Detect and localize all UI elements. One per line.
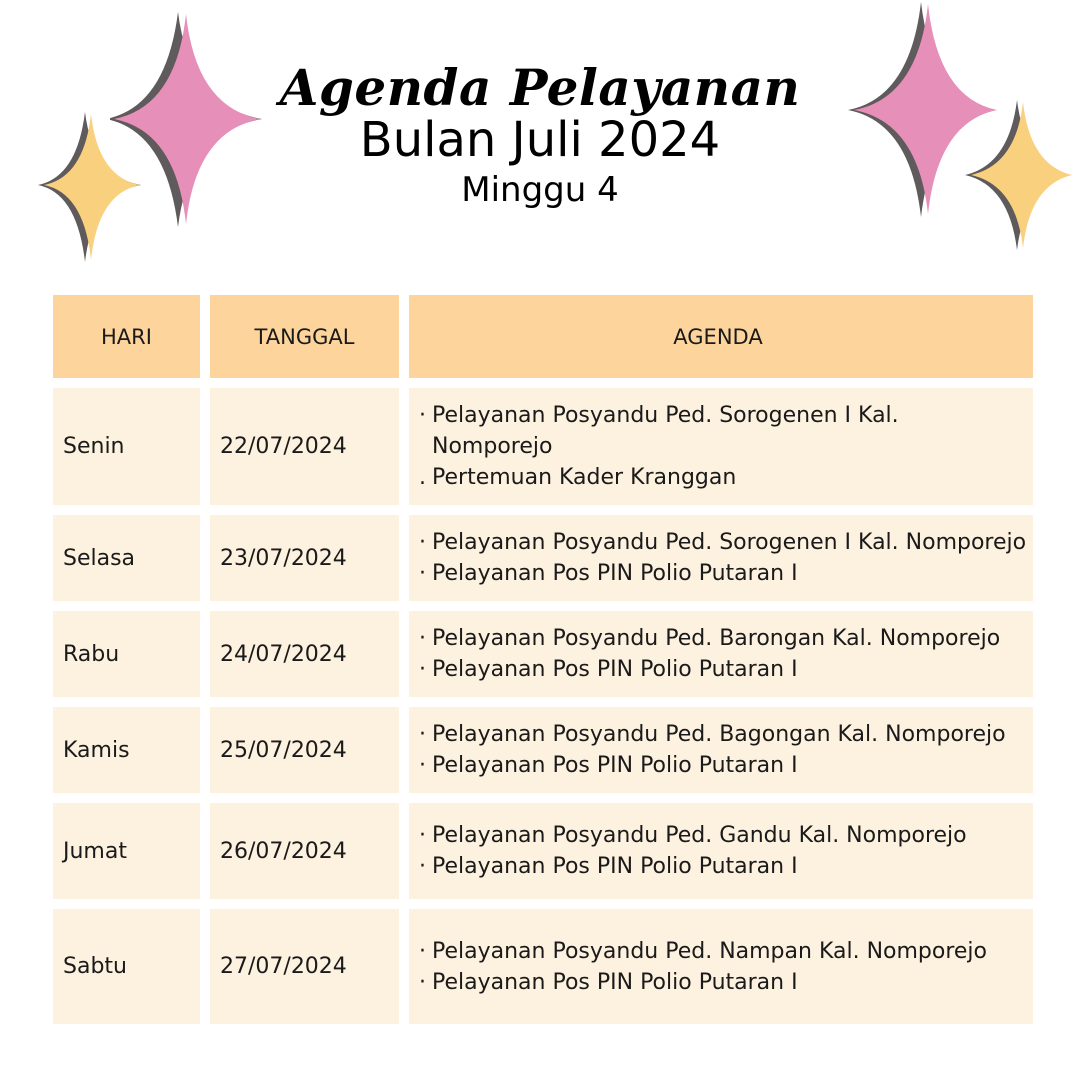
agenda-item-text: Pertemuan Kader Kranggan [432,465,737,490]
agenda-cell [409,909,1033,1024]
agenda-cell [409,515,1033,601]
date-cell: 26/07/2024 [210,803,399,899]
agenda-item-text: Pelayanan Posyandu Ped. Bagongan Kal. Nomporejo [432,722,1006,747]
agenda-item [419,719,1006,750]
day-cell: Selasa [53,515,200,601]
agenda-item-text: Pelayanan Posyandu Ped. Nampan Kal. Nomporejo [432,938,988,964]
agenda-item [419,527,1026,558]
agenda-cell [409,707,1033,793]
table-row [53,803,1033,899]
bullet: · [419,938,426,964]
column-header-tanggal: TANGGAL [210,295,399,378]
bullet: · [419,657,426,682]
agenda-item [419,967,798,998]
agenda-table [53,295,1033,1024]
date-cell: 25/07/2024 [210,707,399,793]
bullet: · [419,854,426,879]
agenda-item [419,851,798,882]
agenda-cell [409,611,1033,697]
day-cell: Jumat [53,803,200,899]
column-header-agenda: AGENDA [409,295,1033,378]
bullet: · [419,530,426,555]
agenda-item-text: Pelayanan Pos PIN Polio Putaran I [432,753,798,778]
agenda-item [419,558,798,589]
page-title: Agenda Pelayanan [279,58,801,117]
agenda-item-text: Pelayanan Pos PIN Polio Putaran I [432,854,798,879]
day-cell: Sabtu [53,909,200,1024]
agenda-item-text: Pelayanan Posyandu Ped. Gandu Kal. Nomporejo [432,823,967,848]
date-cell: 24/07/2024 [210,611,399,697]
bullet: · [419,753,426,778]
agenda-item [419,400,919,462]
bullet: · [419,823,426,848]
column-header-hari: HARI [53,295,200,378]
page-subtitle: Bulan Juli 2024 [359,112,721,168]
agenda-item [419,623,1000,654]
bullet: . [419,465,426,490]
bullet: · [419,969,426,995]
agenda-item [419,936,987,967]
agenda-cell [409,803,1033,899]
agenda-item-text: Pelayanan Posyandu Ped. Barongan Kal. Nomporejo [432,626,1001,651]
bullet: · [419,403,426,428]
agenda-item [419,654,798,685]
date-cell: 22/07/2024 [210,388,399,505]
table-row [53,611,1033,697]
table-row [53,909,1033,1024]
date-cell: 23/07/2024 [210,515,399,601]
table-row [53,388,1033,505]
agenda-cell [409,388,1033,505]
table-row [53,515,1033,601]
agenda-item [419,750,798,781]
agenda-item [419,462,736,493]
date-cell: 27/07/2024 [210,909,399,1024]
week-label: Minggu 4 [461,170,619,210]
agenda-item-text: Pelayanan Pos PIN Polio Putaran I [432,969,798,995]
bullet: · [419,626,426,651]
agenda-item-text: Pelayanan Posyandu Ped. Sorogenen I Kal. Nomporejo [432,530,1027,555]
day-cell: Rabu [53,611,200,697]
agenda-item-text: Pelayanan Pos PIN Polio Putaran I [432,657,798,682]
table-row [53,707,1033,793]
agenda-item-text: Pelayanan Posyandu Ped. Sorogenen I Kal. Nomporejo [432,403,899,459]
table-header-row [53,295,1033,378]
day-cell: Senin [53,388,200,505]
day-cell: Kamis [53,707,200,793]
bullet: · [419,561,426,586]
bullet: · [419,722,426,747]
agenda-item-text: Pelayanan Pos PIN Polio Putaran I [432,561,798,586]
agenda-item [419,820,967,851]
